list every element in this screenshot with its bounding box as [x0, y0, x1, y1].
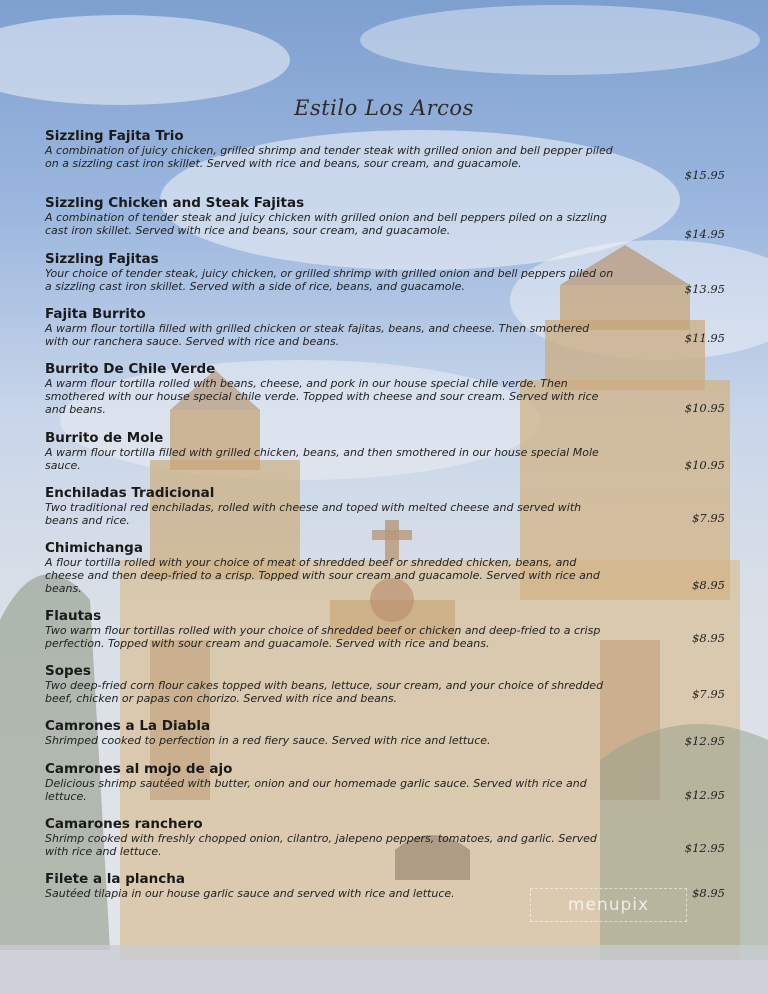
menu-item-name: Sizzling Fajita Trio — [45, 128, 184, 144]
menu-item-price: $13.95 — [684, 282, 725, 296]
menu-item-description: A warm flour tortilla rolled with beans, cheese, and pork in our house special chile verde. Then smothered with our house special chile verde. Topped with cheese and sour cream. Served with rice and beans. — [45, 377, 599, 416]
menu-item — [45, 718, 725, 748]
menu-item-description: Shrimped cooked to perfection in a red fiery sauce. Served with rice and lettuce. — [45, 734, 491, 747]
menu-item-description: Delicious shrimp sautéed with butter, onion and our homemade garlic sauce. Served with rice and lettuce. — [45, 777, 587, 803]
menu-item-price: $15.95 — [684, 168, 725, 182]
watermark: menupix — [530, 888, 687, 922]
menu-item-name: Camarones ranchero — [45, 816, 203, 832]
menu-item-name: Sopes — [45, 663, 91, 679]
menu-item-description: A combination of tender steak and juicy chicken with grilled onion and bell peppers piled on a sizzling cast iron skillet. Served with rice and beans, sour cream, and guacamole. — [45, 211, 607, 237]
menu-item-description: A warm flour tortilla filled with grilled chicken, beans, and then smothered in our house special Mole sauce. — [45, 446, 599, 472]
menu-item-description: Shrimp cooked with freshly chopped onion, cilantro, jalepeno peppers, tomatoes, and garlic. Served with rice and lettuce. — [45, 832, 597, 858]
menu-item-price: $8.95 — [692, 578, 725, 592]
menu-item-name: Burrito de Mole — [45, 430, 164, 446]
menu-item-description: A combination of juicy chicken, grilled shrimp and tender steak with grilled onion and bell pepper piled on a sizzling cast iron skillet. Served with rice and beans, sour cream, and guacamole. — [45, 144, 613, 170]
menu-item — [45, 761, 725, 804]
menu-item-description: Two traditional red enchiladas, rolled with cheese and toped with melted cheese and served with beans and rice. — [45, 501, 582, 527]
menu-item-price: $12.95 — [684, 841, 725, 855]
menu-item-price: $7.95 — [692, 687, 725, 701]
menu-item — [45, 306, 725, 349]
menu-item — [45, 361, 725, 416]
menu-item-name: Sizzling Fajitas — [45, 251, 159, 267]
menu-item-name: Flautas — [45, 608, 102, 624]
menu-item — [45, 608, 725, 651]
menu-item-name: Burrito De Chile Verde — [45, 361, 216, 377]
menu-item-description: Your choice of tender steak, juicy chicken, or grilled shrimp with grilled onion and bell peppers piled on a sizzling cast iron skillet. Served with a side of rice, beans, and guacamole. — [45, 267, 614, 293]
menu-item-price: $11.95 — [684, 331, 725, 345]
menu-item — [45, 663, 725, 706]
menu-item-name: Camrones al mojo de ajo — [45, 761, 233, 777]
menu-item-name: Sizzling Chicken and Steak Fajitas — [45, 195, 305, 211]
menu-item-price: $14.95 — [684, 227, 725, 241]
menu-item-name: Camrones a La Diabla — [45, 718, 211, 734]
menu-item-description: A warm flour tortilla filled with grilled chicken or steak fajitas, beans, and cheese. Then smothered with our ranchera sauce. Served with rice and beans. — [45, 322, 590, 348]
menu-item — [45, 485, 725, 528]
menu-item-price: $7.95 — [692, 511, 725, 525]
menu-title: Estilo Los Arcos — [294, 96, 474, 120]
menu-item — [45, 251, 725, 294]
menu-item — [45, 430, 725, 473]
menu-item-price: $8.95 — [692, 631, 725, 645]
menu-item-description: Two warm flour tortillas rolled with your choice of shredded beef or chicken and deep-fried to a crisp perfection. Topped with sour cream and guacamole. Served with rice and beans. — [45, 624, 601, 650]
menu-item-name: Fajita Burrito — [45, 306, 146, 322]
menu-item-description: Two deep-fried corn flour cakes topped with beans, lettuce, sour cream, and your choice of shredded beef, chicken or papas con chorizo. Served with rice and beans. — [45, 679, 604, 705]
menu-item-price: $8.95 — [692, 886, 725, 900]
menu-item — [45, 540, 725, 595]
menu-item-price: $12.95 — [684, 788, 725, 802]
menu-item-name: Chimichanga — [45, 540, 143, 556]
menu-item-name: Filete a la plancha — [45, 871, 185, 887]
menu-item-price: $12.95 — [684, 734, 725, 748]
menu-item-description: A flour tortilla rolled with your choice of meat of shredded beef or shredded chicken, beans, and cheese and then deep-fried to a crisp. Topped with sour cream and guacamole. Served with rice and beans. — [45, 556, 600, 595]
menu-item-name: Enchiladas Tradicional — [45, 485, 215, 501]
menu-item-description: Sautéed tilapia in our house garlic sauce and served with rice and lettuce. — [45, 887, 455, 900]
menu-item — [45, 128, 725, 182]
menu-item — [45, 195, 725, 241]
menu-item-price: $10.95 — [684, 458, 725, 472]
menu-item — [45, 816, 725, 859]
menu-item-price: $10.95 — [684, 401, 725, 415]
